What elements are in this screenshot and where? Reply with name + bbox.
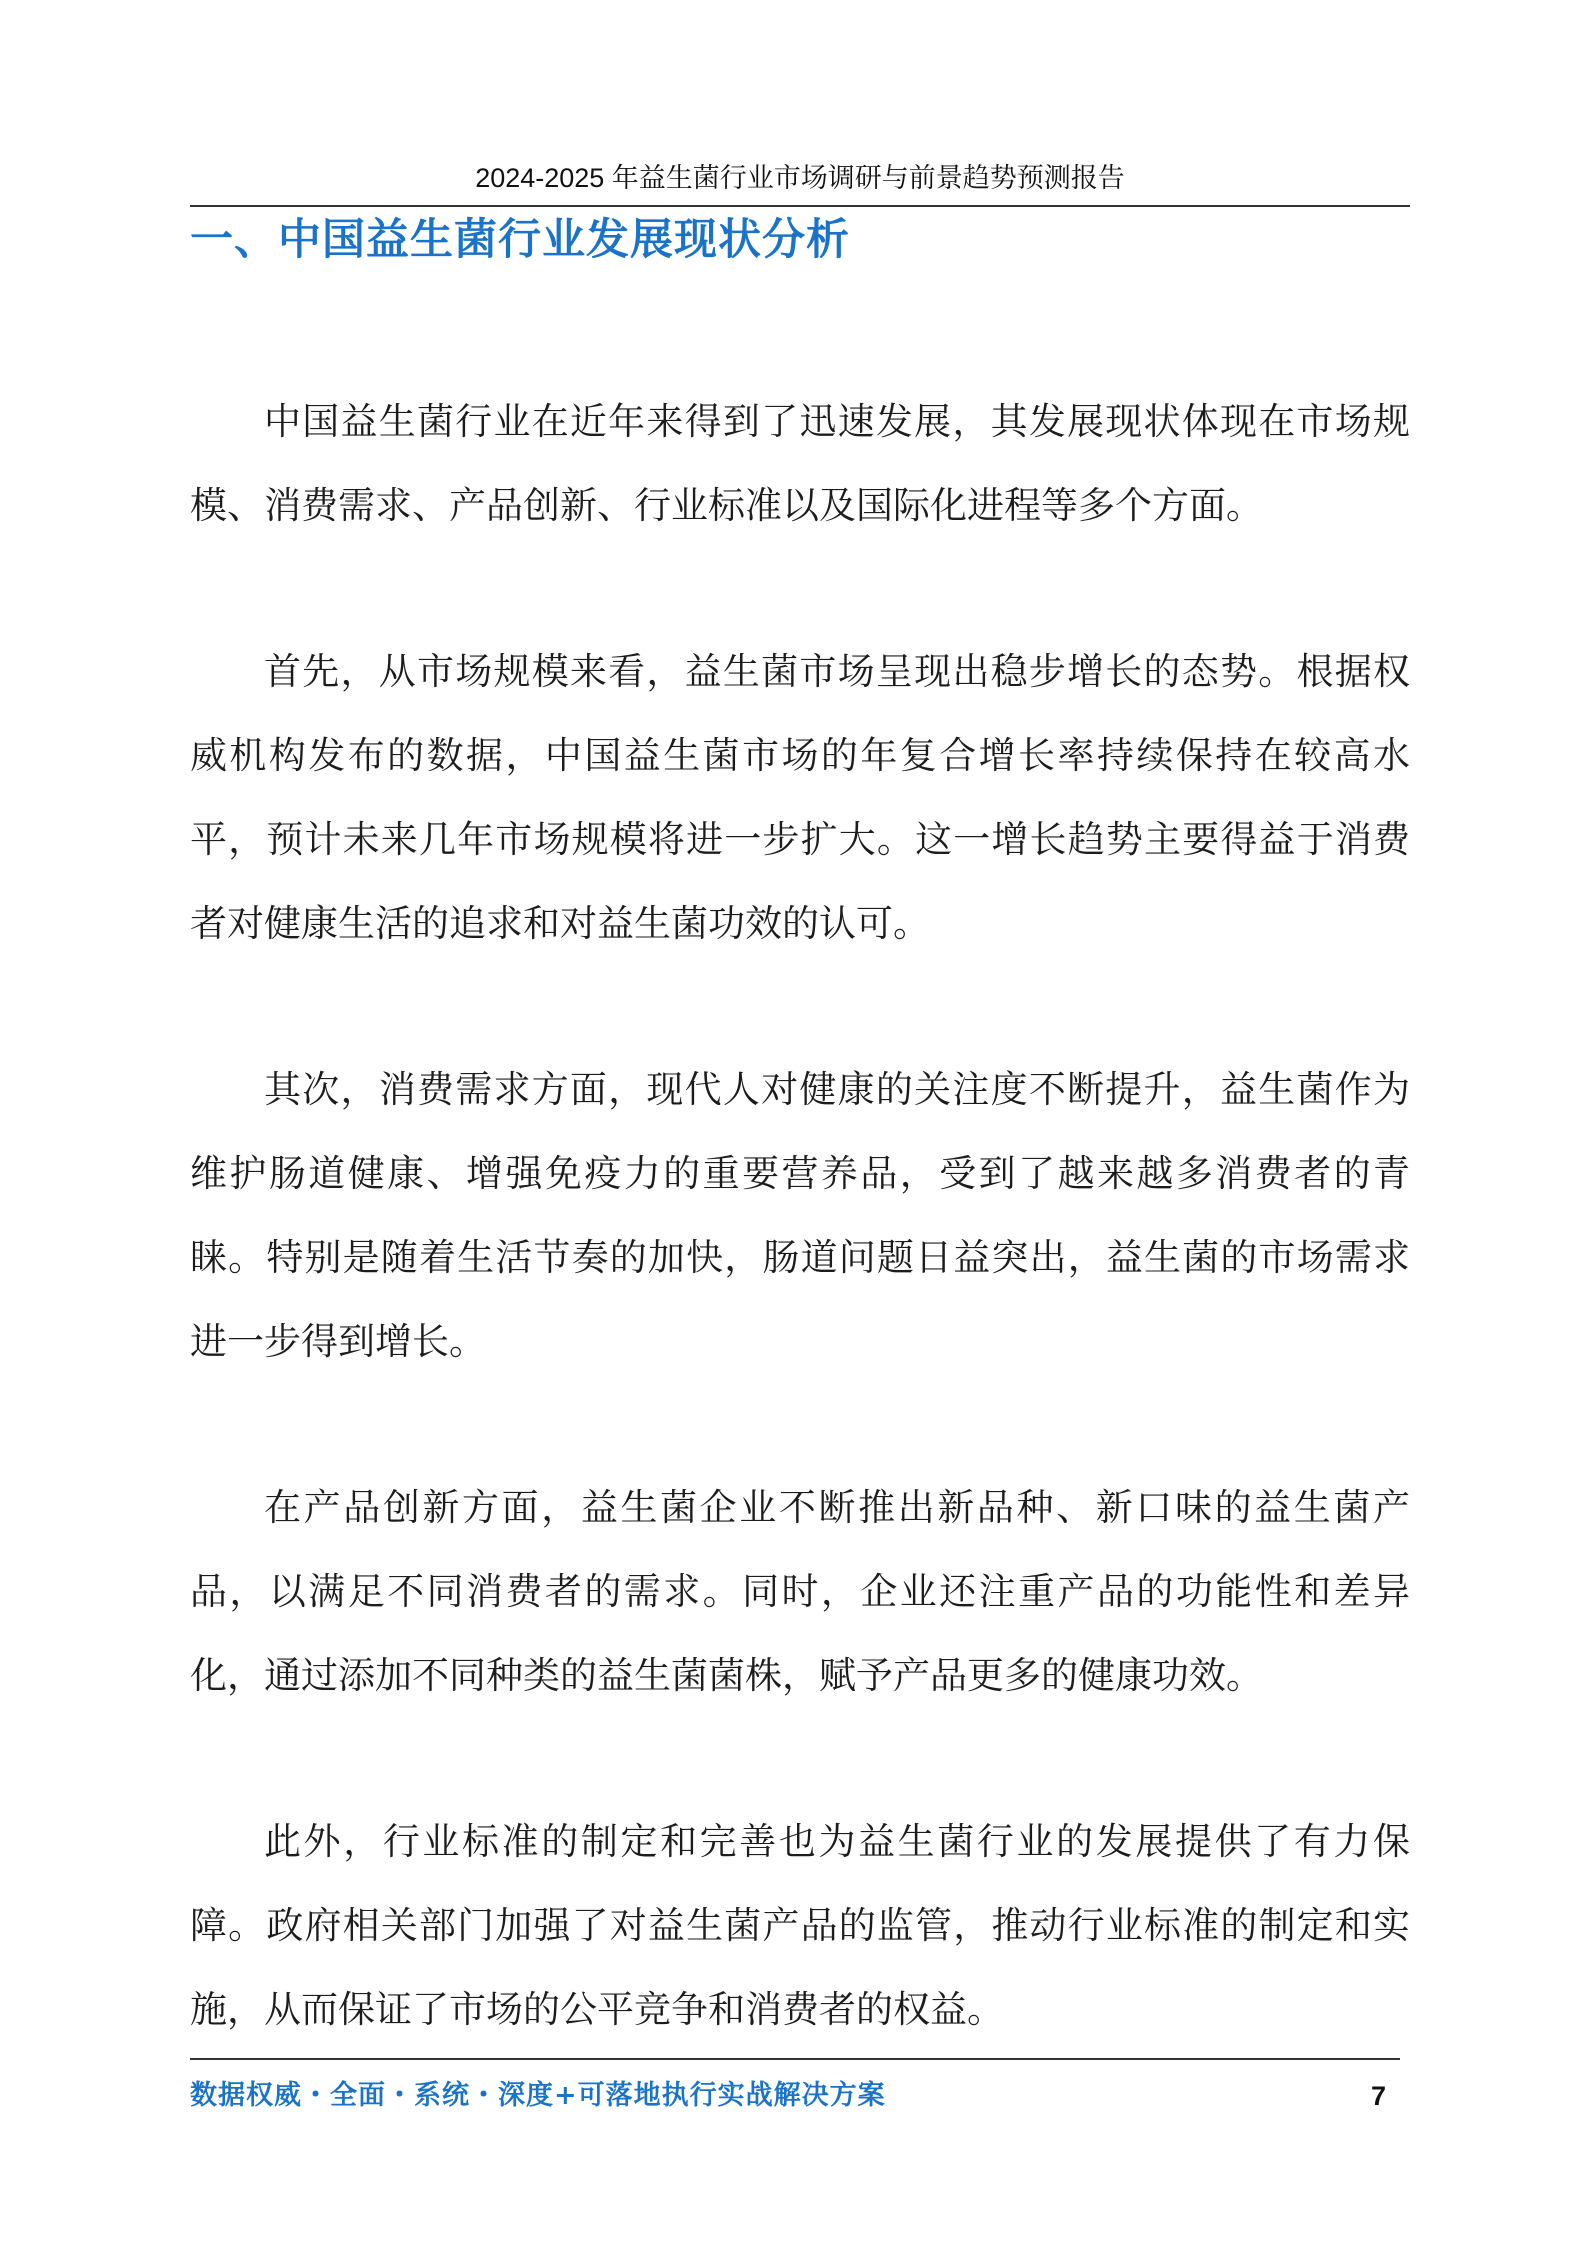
footer-divider xyxy=(190,2058,1400,2060)
paragraph: 此外，行业标准的制定和完善也为益生菌行业的发展提供了有力保障。政府相关部门加强了对益生菌产品的监管，推动行业标准的制定和实施，从而保证了市场的公平竞争和消费者的权益。 xyxy=(190,1820,1410,2031)
footer-slogan: 数据权威・全面・系统・深度+可落地执行实战解决方案 xyxy=(190,2080,886,2111)
section-title: 一、中国益生菌行业发展现状分析 xyxy=(190,215,850,265)
paragraph: 首先，从市场规模来看，益生菌市场呈现出稳步增长的态势。根据权威机构发布的数据，中国益生菌市场的年复合增长率持续保持在较高水平，预计未来几年市场规模将进一步扩大。这一增长趋势主要得益于消费者对健康生活的追求和对益生菌功效的认可。 xyxy=(190,650,1410,945)
paragraph: 在产品创新方面，益生菌企业不断推出新品种、新口味的益生菌产品，以满足不同消费者的需求。同时，企业还注重产品的功能性和差异化，通过添加不同种类的益生菌菌株，赋予产品更多的健康功效。 xyxy=(190,1486,1410,1697)
page-number: 7 xyxy=(1370,2081,1386,2111)
paragraph: 中国益生菌行业在近年来得到了迅速发展，其发展现状体现在市场规模、消费需求、产品创新、行业标准以及国际化进程等多个方面。 xyxy=(190,400,1410,527)
running-header: 2024-2025 年益生菌行业市场调研与前景趋势预测报告 xyxy=(475,163,1125,193)
header-divider xyxy=(190,205,1410,207)
body-text xyxy=(190,380,1410,2134)
paragraph: 其次，消费需求方面，现代人对健康的关注度不断提升，益生菌作为维护肠道健康、增强免疫力的重要营养品，受到了越来越多消费者的青睐。特别是随着生活节奏的加快，肠道问题日益突出，益生菌的市场需求进一步得到增长。 xyxy=(190,1068,1410,1363)
